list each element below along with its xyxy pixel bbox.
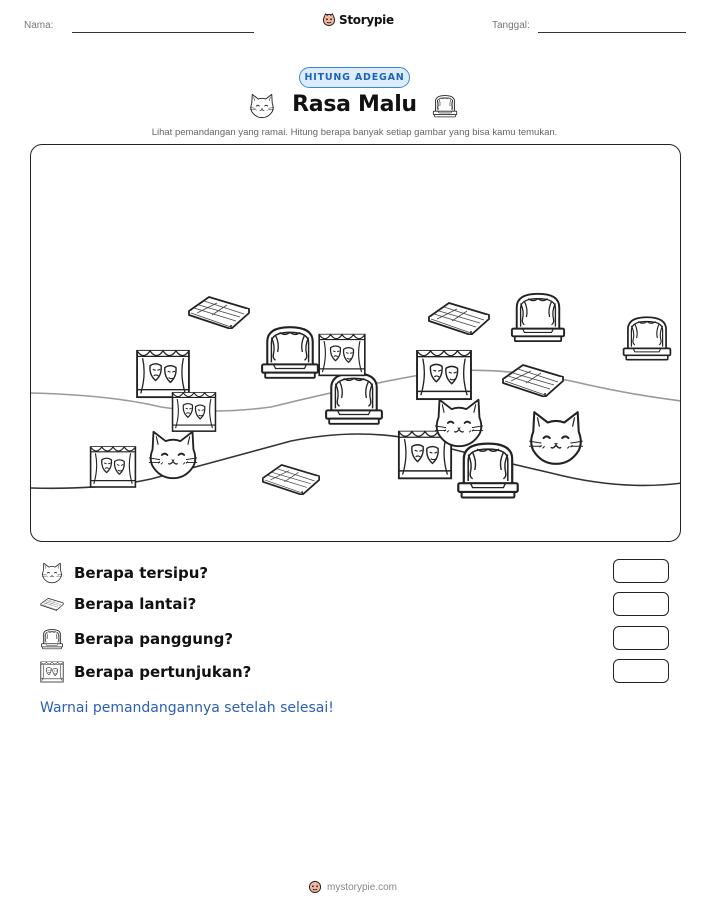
stage-icon [40, 628, 64, 650]
instructions: Lihat pemandangan yang ramai. Hitung berapa banyak setiap gambar yang bisa kamu temukan. [151, 127, 558, 138]
stage-icon [432, 93, 458, 119]
theater-item [417, 351, 471, 399]
question-text: Berapa pertunjukan? [74, 663, 252, 681]
cat-item [529, 412, 583, 464]
date-line[interactable] [538, 32, 686, 33]
answer-box-stages[interactable] [613, 626, 669, 650]
site-footer [308, 880, 397, 894]
question-text: Berapa panggung? [74, 630, 234, 648]
answer-box-cats[interactable] [613, 559, 669, 583]
stage-item [326, 373, 382, 424]
answer-box-shows[interactable] [613, 659, 669, 683]
page-title: Rasa Malu [292, 92, 417, 117]
question-row-stages [40, 628, 233, 650]
activity-badge: HITUNG ADEGAN [299, 67, 410, 88]
scene-illustration [31, 145, 681, 542]
floor-icon [40, 596, 64, 612]
site-url[interactable]: mystorypie.com [327, 881, 398, 893]
floor-item [429, 303, 489, 335]
question-text: Berapa lantai? [74, 595, 197, 613]
theater-item [173, 393, 216, 431]
question-text: Berapa tersipu? [74, 564, 209, 582]
storypie-mascot-icon [308, 880, 322, 894]
cat-item [149, 432, 197, 478]
theater-item [91, 447, 136, 487]
floor-item [263, 465, 319, 495]
cat-item [435, 400, 483, 446]
brand-name: Storypie [339, 13, 394, 27]
storypie-mascot-icon [322, 13, 336, 27]
stage-item [458, 444, 517, 498]
name-line[interactable] [72, 32, 254, 33]
date-label: Tanggal: [492, 20, 530, 31]
cat-icon [40, 562, 64, 584]
floor-item [503, 365, 563, 397]
counting-scene [30, 144, 681, 542]
stage-item [262, 327, 318, 378]
question-row-shows [40, 661, 251, 683]
name-label: Nama: [24, 20, 54, 31]
stage-item [624, 317, 671, 359]
theater-icon [40, 661, 64, 683]
question-row-floors [40, 595, 196, 613]
floor-item [189, 297, 249, 329]
question-row-cats [40, 562, 208, 584]
stage-item [512, 294, 564, 341]
theater-item [319, 335, 365, 376]
storypie-logo [322, 13, 394, 27]
theater-item [137, 351, 189, 397]
answer-box-floors[interactable] [613, 592, 669, 616]
coloring-instruction: Warnai pemandangannya setelah selesai! [40, 700, 334, 716]
